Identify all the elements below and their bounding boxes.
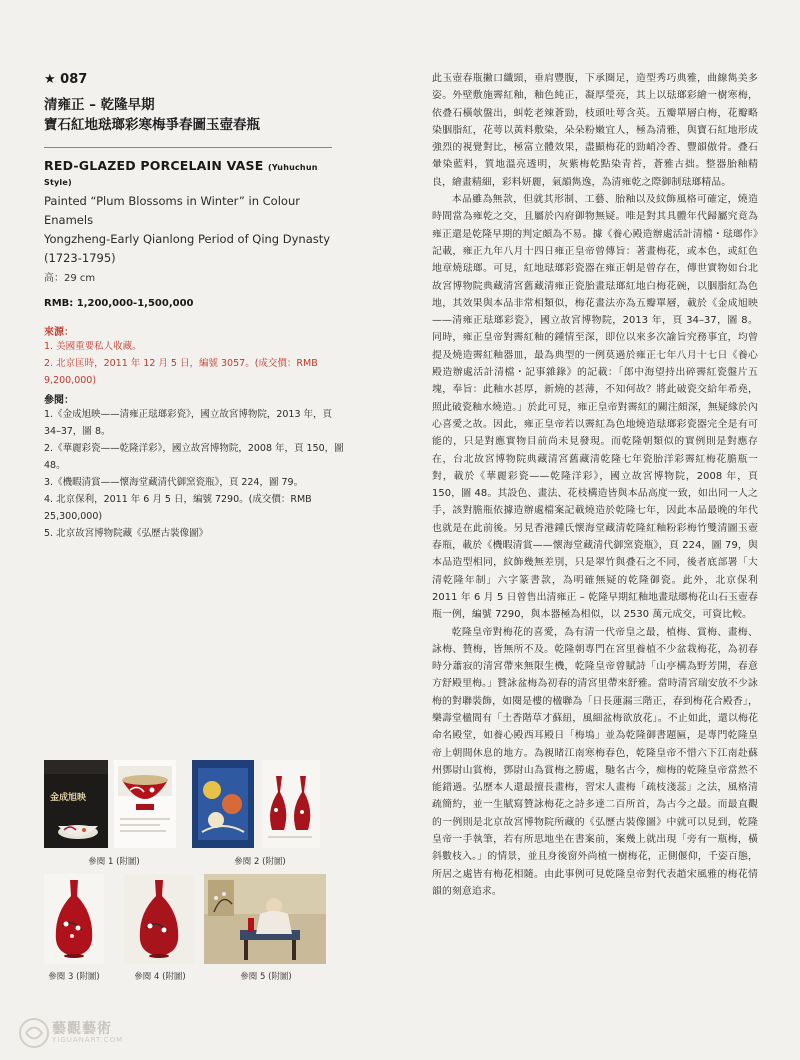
estimate-price: RMB: 1,200,000-1,500,000 [44,298,194,309]
reference-item-2: 2.《華麗彩瓷——乾隆洋彩》，國立故宮博物院，2008 年，頁 150，圖 48。 [44,443,344,471]
reference-image-5-portrait [204,874,326,964]
lot-number: ★ 087 [44,72,88,87]
description-en [44,192,344,268]
reference-image-4-vase [124,874,194,964]
provenance-heading: 來源： [44,327,74,338]
title-en-main: RED-GLAZED PORCELAIN VASE [44,158,264,173]
reference-item-4: 4. 北京保利，2011 年 6 月 5 日，編號 7290。(成交價：RMB 25,300,000) [44,494,312,522]
reference-item-1: 1.《金成旭映——清雍正琺瑯彩瓷》，國立故宮博物院，2013 年，頁 34–37，圖 8。 [44,409,333,437]
references-heading: 參閱： [44,395,74,406]
provenance-item-2: 2. 北京匡時，2011 年 12 月 5 日，編號 3057。(成交價：RMB 9,200,000) [44,358,318,386]
cover-title: 金成旭映 [50,793,87,803]
caption-ref-1: 參閱 1 (附圖) [88,857,140,867]
title-en [44,158,344,188]
height: 高：29 cm [44,273,96,284]
essay-paragraph-1: 此玉壺春瓶撇口纖頸，垂肩豐腹，下承圈足，造型秀巧典雅，曲線雋美多姿。外壁敷施霽紅釉，釉色純正，凝厚瑩亮，其上以琺瑯彩繪一樹寒梅，依叠石橫欹盤出，虯乾老辣蒼勁，枝頭吐萼含英。五瓣單層白梅，花瓣略染胭脂紅，花萼以黃料敷染，朵朵粉嫩宜人，極為清雅，與寶石紅地形成強烈的視覺對比，極富立體效果，盡顯梅花的勁峭冷香、豐韻傲骨。叠石暈染藍料，質地溫亮透明，灰紫梅乾點染青苔，蒼雅古拙。整器胎釉精良，繪畫精細，彩料妍麗，氣韻雋逸，為清雍乾之際御制琺瑯精品。 [432,73,758,188]
reference-image-1-cover [44,760,108,848]
essay [432,70,758,900]
reference-image-2-vases [262,760,320,848]
reference-item-3: 3.《機暇清賞——懷海堂藏清代御窯瓷瓶》，頁 224，圖 79。 [44,477,304,488]
caption-ref-3: 參閱 3 (附圖) [48,972,100,982]
watermark-subtext: YIGUANART.COM [52,1036,124,1044]
description-line-2: Yongzheng-Early Qianlong Period of Qing Dynasty (1723-1795) [44,232,331,265]
description-line-1: Painted “Plum Blossoms in Winter” in Colour Enamels [44,194,300,227]
caption-ref-4: 參閱 4 (附圖) [134,972,186,982]
caption-ref-5: 參閱 5 (附圖) [240,972,292,982]
reference-item-5: 5. 北京故宮博物院藏《弘歷古裝像圖》 [44,528,209,539]
essay-paragraph-2: 本品雖為無款，但就其形制、工藝、胎釉以及紋飾風格可確定，燒造時間當為雍乾之交，且屬於內府御物無疑。唯是對其具體年代歸屬究竟為雍正還是乾隆早期的判定頗為不易。據《養心殿造辦處活計清檔・琺瑯作》記載，雍正九年八月十四日雍正皇帝曾傳旨：著畫梅花，或本色，或紅色地章燒琺瑯。可見，紅地琺瑯彩瓷器在雍正朝是曾存在，傳世實物如台北故宮博物院典藏清宮舊藏清雍正瓷胎畫琺瑯紅地白梅花碗，以胭脂紅為色地，其效果與本品非常相類似，梅花畫法亦為五瓣單層，載於《金成旭映——清雍正琺瑯彩瓷》，國立故宮博物院，2013 年，頁 34–37，圖 8。同時，雍正皇帝對霽紅釉的鍾情至深，即位以來多次諭旨究務事宜，均曾提及燒造霽紅釉器皿，最為典型的一例莫過於雍正七年八月十七日《養心殿造辦處活計清檔・記事雜錄》的記載：「郎中海望持出碎霽紅瓷盤片五塊，奉旨：此釉水甚厚，新燒的甚薄，不知何故？將此破瓷交給年希堯，照此破瓷釉水燒造。」於此可見，雍正皇帝對霽紅的關注頗深，無疑緣於內心喜愛之故。因此，雍正皇帝若以霽紅為色地燒造琺瑯彩瓷器完全是有可能的，只是對應實物目前尚未見發現。而乾隆朝類似的實例則是對應存在，台北故宮博物院典藏清宮舊藏清乾隆七年瓷胎洋彩霽紅梅花膽瓶一對，載於《華麗彩瓷——乾隆洋彩》，國立故宮博物院，2008 年，頁 150，圖 48。其設色、畫法、花枝構造皆與本品高度一致，如出同一人之手，該對膽瓶依據造辦處檔案記載燒造於乾隆七年，因此本品最晚的年代也就是在此前後。另見香港鍾氏懷海堂藏清乾隆紅釉粉彩梅竹雙清圖玉壺春瓶，載於《機暇清賞——懷海堂藏清代御窯瓷瓶》，頁 224，圖 79，與本品造型相同，紋飾幾無差別，只是翠竹與叠石之不同，後者底部署「大清乾隆年制」六字篆書款，為明確無疑的乾隆御瓷。此外，北京保利 2011 年 6 月 5 日曾售出清雍正 – 乾隆早期紅釉地畫琺瑯梅花山石玉壺春瓶一例，編號 7290，與本器極為相似，以 2530 萬元成交，可資比較。 [432,194,758,621]
title-zh-line-1: 清雍正 – 乾隆早期 [44,97,155,113]
essay-paragraph-3: 乾隆皇帝對梅花的喜愛，為有清一代帝皇之最，植梅、賞梅、畫梅、詠梅、贊梅，皆無所不及。乾隆朝專門在宮里養植不少盆栽梅花，為初春時分蕭寂的清宮帶來無限生機，乾隆皇帝曾賦詩「山亭構為野芳開，春意方舒殿里梅。」贊詠盆梅為初春的清宮里帶來舒雅。當時清宮瑞安放不少詠梅的對聯裝飾，如閱是樓的楹聯為「日長蓮漏三階正，春到梅花合殿香」，樂壽堂楹間有「土香階草才蘇紐，風細盆梅欲放花」。不止如此，還以梅花命名殿堂，如養心殿西耳殿日「梅塢」並為乾隆御書題匾，是專門乾隆皇帝上朝間休息的地方。為親睹江南寒梅春色，乾隆皇帝不惜六下江南赴蘇州鄧尉山賞梅，鄧尉山為賞梅之勝處，馳名古今，痴梅的乾隆皇帝當然不能錯過。弘歷本人還最擅長畫梅，習宋人畫梅「疏枝淺蕊」之法，風格清疏簡約，並一生賦寫贊詠梅花之詩多達二百所首，為古今之最。而最直觀的一例則是北京故宮博物院所藏的《弘歷古裝像圖》中就可以見到，乾隆皇帝一手執筆，若有所思地坐在書案前，案幾上就出現「旁有一瓶梅，橫斜數枝入。」的情景，並且身後窗外尚植一樹梅花，正側偃仰，千姿百態，所居之處皆有梅花相隨。由此事例可見乾隆皇帝對代表趙宋風雅的梅花情韻的刻意追求。 [432,626,758,897]
reference-image-2-cover [192,760,254,848]
caption-ref-2: 參閱 2 (附圖) [234,857,286,867]
lot-info [44,72,344,542]
reference-image-3-vase [44,874,104,964]
title-zh-line-2: 寶石紅地琺瑯彩寒梅爭春圖玉壺春瓶 [44,117,260,133]
reference-image-1-bowl [114,760,176,848]
provenance-item-1: 1. 美國重要私人收藏。 [44,341,142,352]
watermark-text: 藝觀藝術 [52,1021,112,1037]
title-en-note: (Yuhuchun Style) [44,163,318,187]
divider [44,147,332,148]
watermark-logo-icon [14,1016,54,1050]
